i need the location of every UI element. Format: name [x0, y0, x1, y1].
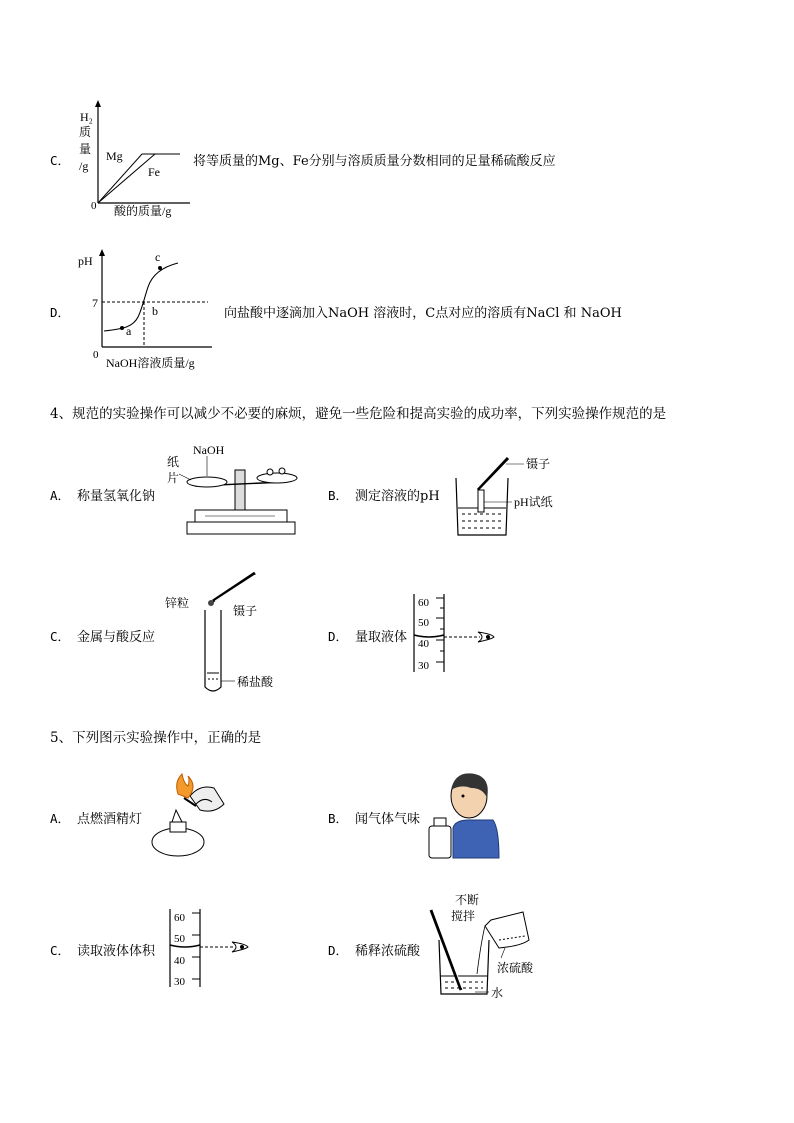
scale-label: 30 — [418, 660, 429, 672]
series-label-fe: Fe — [148, 165, 160, 179]
option-text: 读取液体体积 — [77, 944, 156, 959]
y-axis-label-line: 质 — [79, 125, 92, 139]
zinc-label: 锌粒 — [165, 596, 190, 610]
tweezers-label: 镊子 — [233, 604, 258, 618]
h2-mass-graph — [70, 98, 195, 220]
scale-label: 60 — [174, 912, 185, 924]
stir-label-2: 搅拌 — [451, 909, 476, 923]
origin-label: 0 — [93, 349, 99, 361]
question-stem: 4、规范的实验操作可以减少不必要的麻烦，避免一些危险和提高实验的成功率，下列实验操作规范的是 — [50, 406, 667, 422]
balance-illustration — [165, 440, 300, 540]
option-letter: B． — [328, 811, 349, 826]
option-letter: D． — [328, 943, 349, 958]
option-text: 稀释浓硫酸 — [355, 944, 421, 959]
naoh-label: NaOH — [193, 443, 225, 457]
option-text: 闻气体气味 — [355, 812, 421, 827]
option-text: 金属与酸反应 — [77, 630, 156, 645]
option-letter: C． — [50, 629, 71, 644]
water-label: 水 — [491, 986, 504, 1000]
scale-label: 50 — [174, 933, 185, 945]
option-letter: C． — [50, 943, 71, 958]
y-axis-label-line: 量 — [79, 142, 92, 156]
option-letter: D． — [50, 305, 71, 320]
paper-label-1: 纸 — [167, 455, 180, 469]
option-letter: D． — [328, 629, 349, 644]
x-axis-label: NaOH溶液质量/g — [106, 356, 195, 370]
option-letter: A． — [50, 488, 71, 503]
ph-curve-graph — [78, 245, 218, 372]
test-tube-illustration — [165, 565, 295, 695]
scale-label: 50 — [418, 617, 429, 629]
point-a-label: a — [126, 324, 132, 338]
acid-label: 浓硫酸 — [497, 961, 534, 975]
series-label-mg: Mg — [106, 149, 123, 163]
option-text: 将等质量的Mg、Fe分别与溶质质量分数相同的足量稀硫酸反应 — [193, 154, 556, 169]
scale-label: 60 — [418, 597, 429, 609]
dilute-acid-illustration — [425, 890, 545, 1002]
ph-test-illustration — [448, 450, 558, 542]
option-letter: A． — [50, 811, 71, 826]
option-text: 量取液体 — [355, 630, 408, 645]
tweezers-label: 镊子 — [526, 457, 551, 471]
stir-label-1: 不断 — [455, 893, 480, 907]
option-text: 向盐酸中逐滴加入NaOH 溶液时，C点对应的溶质有NaCl 和 NaOH — [224, 306, 622, 321]
smell-gas-illustration — [425, 768, 500, 860]
cylinder-illustration-q4 — [410, 590, 500, 676]
option-text: 测定溶液的pH — [355, 489, 440, 504]
tick-7-label: 7 — [92, 296, 98, 310]
scale-label: 40 — [418, 638, 429, 650]
option-text: 称量氢氧化钠 — [77, 489, 156, 504]
option-letter: B． — [328, 488, 349, 503]
origin-label: 0 — [91, 200, 97, 212]
point-c-label: c — [155, 250, 161, 264]
acid-label: 稀盐酸 — [237, 675, 274, 689]
paper-label-2: 片 — [167, 471, 180, 485]
x-axis-label: 酸的质量/g — [114, 204, 172, 218]
option-letter: C． — [50, 153, 71, 168]
alcohol-lamp-illustration — [148, 770, 233, 862]
point-b-label: b — [152, 304, 158, 318]
scale-label: 40 — [174, 955, 185, 967]
cylinder-illustration-q5 — [166, 905, 252, 991]
scale-label: 30 — [174, 976, 185, 988]
y-axis-label-line: H₂ — [80, 110, 93, 124]
y-axis-label-line: /g — [79, 159, 89, 173]
question-stem: 5、下列图示实验操作中，正确的是 — [50, 730, 262, 746]
ph-paper-label: pH试纸 — [514, 495, 553, 509]
y-axis-label: pH — [78, 254, 93, 268]
option-text: 点燃酒精灯 — [77, 812, 143, 827]
